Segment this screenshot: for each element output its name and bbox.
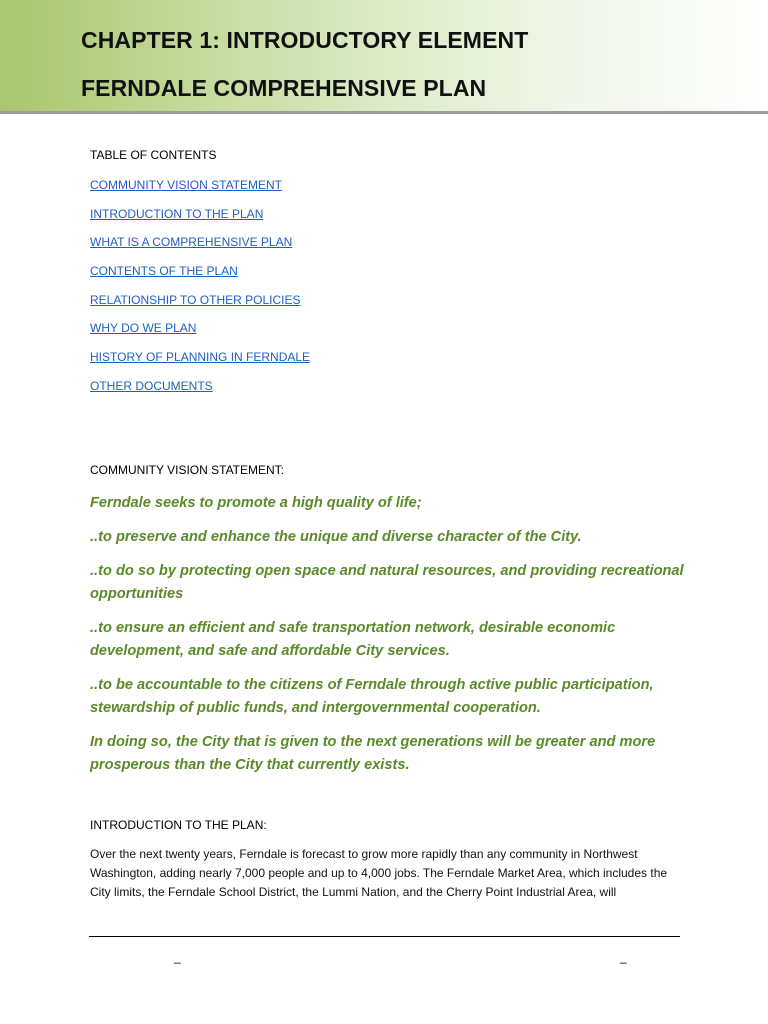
- introduction-heading: INTRODUCTION TO THE PLAN:: [90, 818, 267, 832]
- toc-link-community-vision[interactable]: COMMUNITY VISION STATEMENT: [90, 178, 283, 192]
- toc-item: [90, 347, 310, 376]
- toc-heading: TABLE OF CONTENTS: [90, 148, 217, 162]
- plan-title: FERNDALE COMPREHENSIVE PLAN: [81, 75, 487, 101]
- toc-item: [90, 376, 310, 405]
- chapter-title: CHAPTER 1: INTRODUCTORY ELEMENT: [81, 27, 529, 53]
- vision-paragraph: ..to do so by protecting open space and natural resources, and providing recreational opportunities: [90, 563, 684, 602]
- introduction-paragraph: Over the next twenty years, Ferndale is forecast to grow more rapidly than any community in Northwest Washington, adding nearly 7,000 people and up to 4,000 jobs. The Ferndale Market Area, which includes the City limits, the Ferndale School District, the Lummi Nation, and the Cherry Point Industrial Area, will: [90, 847, 668, 899]
- vision-heading: COMMUNITY VISION STATEMENT:: [90, 463, 285, 477]
- header-divider: [0, 111, 768, 114]
- vision-statement: [90, 492, 690, 788]
- vision-paragraph: ..to be accountable to the citizens of Ferndale through active public participation, stewardship of public funds, and intergovernmental cooperation.: [90, 677, 654, 716]
- footer-left-mark: _: [174, 950, 181, 964]
- toc-item: [90, 175, 310, 204]
- toc-link-relationship[interactable]: RELATIONSHIP TO OTHER POLICIES: [90, 292, 301, 307]
- toc-item: [90, 290, 310, 319]
- footer-divider: [89, 936, 680, 937]
- toc-link-introduction[interactable]: INTRODUCTION TO THE PLAN: [90, 206, 264, 221]
- footer-right-mark: _: [620, 950, 627, 964]
- toc-item: [90, 204, 310, 233]
- toc-link-other-documents[interactable]: OTHER DOCUMENTS: [90, 378, 213, 393]
- toc-item: [90, 232, 310, 261]
- toc-link-why-plan[interactable]: WHY DO WE PLAN: [90, 321, 197, 336]
- toc-item: [90, 261, 310, 290]
- toc-item: [90, 318, 310, 347]
- toc-link-what-is-plan[interactable]: WHAT IS A COMPREHENSIVE PLAN: [90, 235, 293, 250]
- vision-paragraph: Ferndale seeks to promote a high quality of life;: [90, 495, 422, 511]
- vision-paragraph: ..to ensure an efficient and safe transportation network, desirable economic development, and safe and affordable City services.: [90, 620, 616, 659]
- toc-link-history[interactable]: HISTORY OF PLANNING IN FERNDALE: [90, 350, 311, 365]
- toc-list: [90, 175, 310, 405]
- toc-link-contents[interactable]: CONTENTS OF THE PLAN: [90, 264, 238, 279]
- vision-paragraph: ..to preserve and enhance the unique and diverse character of the City.: [90, 529, 582, 545]
- vision-paragraph: In doing so, the City that is given to the next generations will be greater and more prosperous than the City that currently exists.: [90, 734, 656, 773]
